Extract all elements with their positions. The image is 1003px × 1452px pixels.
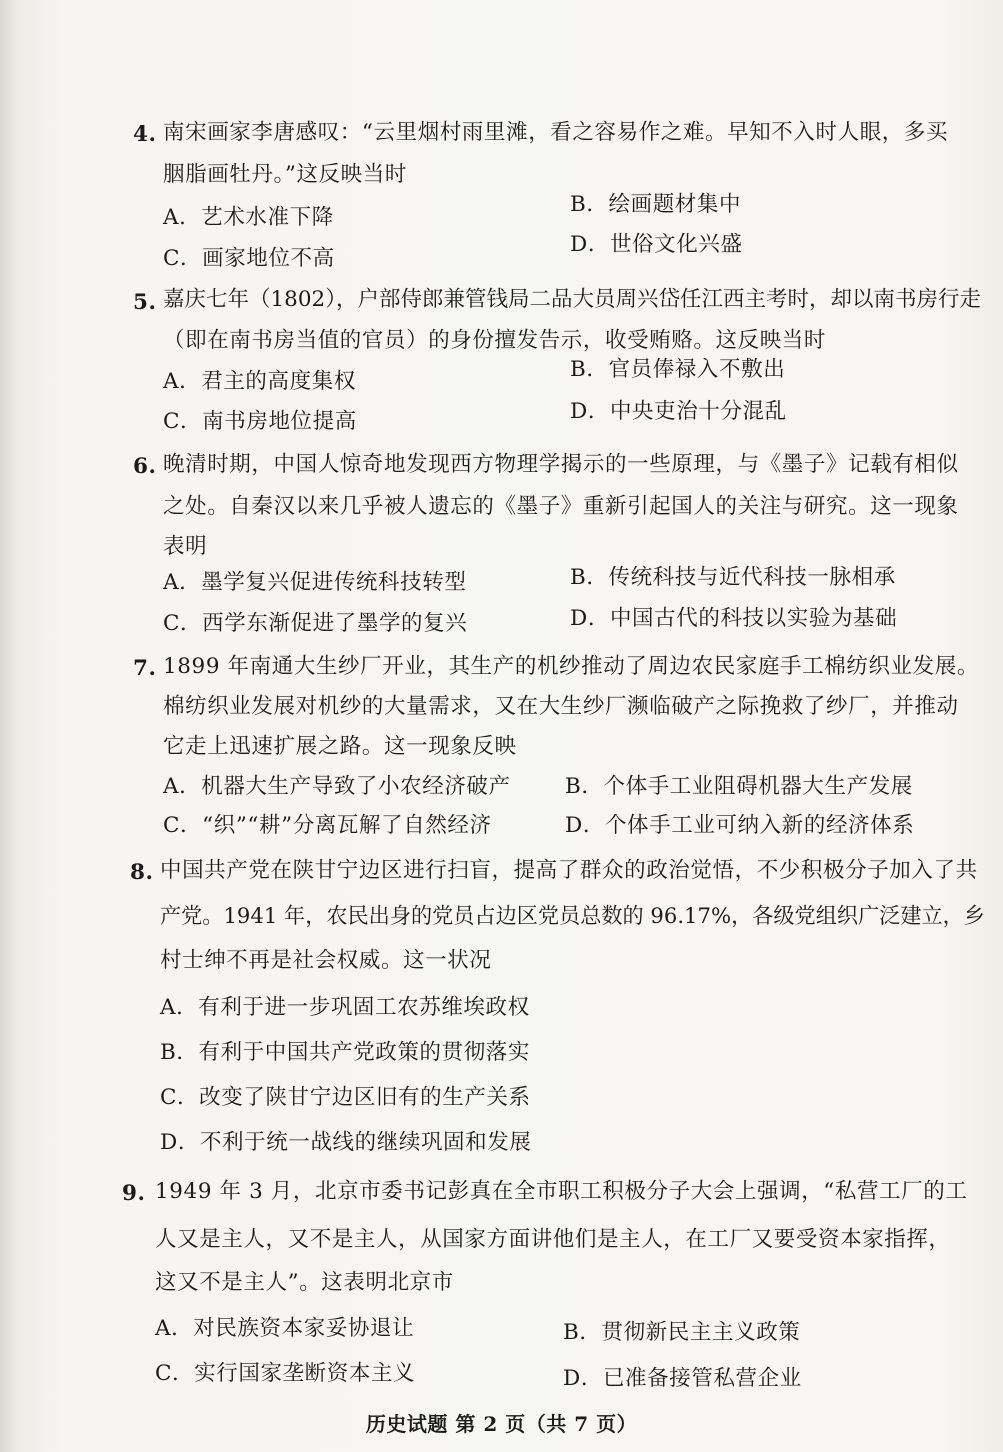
option-d: D．世俗文化兴盛 <box>570 232 743 257</box>
option-a: A．对民族资本家妥协退让 <box>155 1316 415 1341</box>
option-b: B．有利于中国共产党政策的贯彻落实 <box>160 1040 531 1065</box>
question-stem-line: 1899 年南通大生纱厂开业，其生产的机纱推动了周边农民家庭手工棉纺织业发展。 <box>163 654 979 679</box>
question-stem-line: 它走上迅速扩展之路。这一现象反映 <box>163 734 517 759</box>
question-number: 5. <box>133 290 157 315</box>
question-number: 7. <box>133 656 157 681</box>
option-b: B．贯彻新民主主义政策 <box>563 1320 801 1345</box>
question-stem-line: 晚清时期，中国人惊奇地发现西方物理学揭示的一些原理，与《墨子》记载有相似 <box>163 452 959 477</box>
option-d: D．中央吏治十分混乱 <box>570 399 787 424</box>
option-a: A．墨学复兴促进传统科技转型 <box>163 570 467 595</box>
option-c: C．“织”“耕”分离瓦解了自然经济 <box>163 813 492 838</box>
question-stem-line: 1949 年 3 月，北京市委书记彭真在全市职工积极分子大会上强调，“私营工厂的工 <box>155 1179 968 1204</box>
option-b: B．绘画题材集中 <box>570 192 742 217</box>
question-stem-line: 棉纺织业发展对机纱的大量需求，又在大生纱厂濒临破产之际挽救了纱厂，并推动 <box>163 694 959 719</box>
option-d: D．个体手工业可纳入新的经济体系 <box>565 813 915 838</box>
option-a: A．艺术水准下降 <box>163 205 334 230</box>
question-number: 4. <box>133 122 157 147</box>
option-d: D．已准备接管私营企业 <box>563 1366 802 1391</box>
question-stem-line: 嘉庆七年（1802），户部侍郎兼管钱局二品大员周兴岱任江西主考时，却以南书房行走 <box>163 287 981 312</box>
question-stem-line: （即在南书房当值的官员）的身份擅发告示，收受贿赂。这反映当时 <box>163 328 827 353</box>
option-d: D．不利于统一战线的继续巩固和发展 <box>160 1130 532 1155</box>
option-c: C．南书房地位提高 <box>163 409 357 434</box>
option-c: C．实行国家垄断资本主义 <box>155 1361 416 1386</box>
option-a: A．有利于进一步巩固工农苏维埃政权 <box>160 995 530 1020</box>
question-stem-line: 之处。自秦汉以来几乎被人遗忘的《墨子》重新引起国人的关注与研究。这一现象 <box>163 494 959 519</box>
option-b: B．官员俸禄入不敷出 <box>570 357 786 382</box>
question-stem-line: 村士绅不再是社会权威。这一状况 <box>160 948 492 973</box>
question-stem-line: 中国共产党在陕甘宁边区进行扫盲，提高了群众的政治觉悟，不少积极分子加入了共 <box>160 858 978 883</box>
question-number: 6. <box>133 454 157 479</box>
option-c: C．改变了陕甘宁边区旧有的生产关系 <box>160 1085 531 1110</box>
question-stem-line: 这又不是主人”。这表明北京市 <box>155 1270 454 1295</box>
question-stem-line: 产党。1941 年，农民出身的党员占边区党员总数的 96.17%，各级党组织广泛建立，乡 <box>160 904 985 929</box>
question-stem-line: 表明 <box>163 534 208 559</box>
option-c: C．画家地位不高 <box>163 246 335 271</box>
question-number: 9. <box>122 1181 146 1206</box>
option-b: B．传统科技与近代科技一脉相承 <box>570 565 896 590</box>
option-a: A．机器大生产导致了小农经济破产 <box>163 774 511 799</box>
question-stem-line: 胭脂画牡丹。”这反映当时 <box>163 162 407 187</box>
question-stem-line: 人又是主人，又不是主人，从国家方面讲他们是主人，在工厂又要受资本家指挥， <box>155 1227 951 1252</box>
option-d: D．中国古代的科技以实验为基础 <box>570 606 898 631</box>
option-b: B．个体手工业阻碍机器大生产发展 <box>565 774 913 799</box>
question-stem-line: 南宋画家李唐感叹：“云里烟村雨里滩，看之容易作之难。早知不入时人眼，多买 <box>163 120 949 145</box>
option-c: C．西学东渐促进了墨学的复兴 <box>163 611 468 636</box>
option-a: A．君主的高度集权 <box>163 369 356 394</box>
page-footer: 历史试题 第 2 页（共 7 页） <box>365 1412 638 1436</box>
question-number: 8. <box>130 860 154 885</box>
